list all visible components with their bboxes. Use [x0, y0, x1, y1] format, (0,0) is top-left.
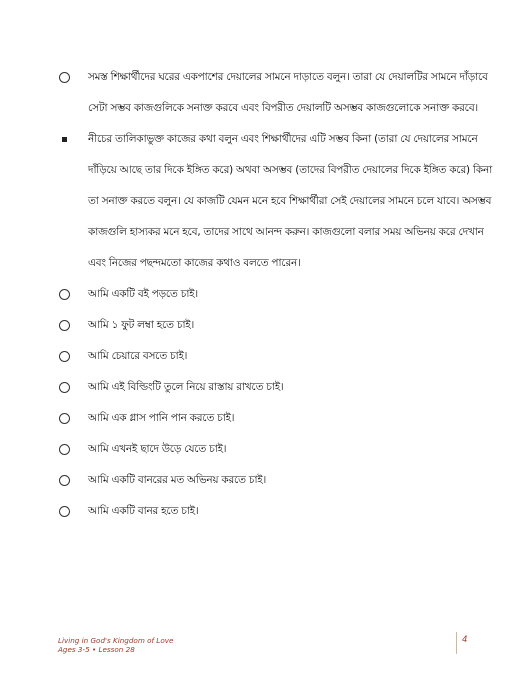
footer-title: Living in God's Kingdom of Love [58, 636, 174, 645]
circle-bullet-icon [59, 444, 70, 455]
circle-bullet-icon [59, 506, 70, 517]
list-item-text: আমি চেয়ারে বসতে চাই। [88, 350, 188, 362]
page-number: 4 [462, 635, 468, 645]
list-item [58, 341, 498, 372]
list-item [58, 124, 498, 279]
list-item-text: আমি এই বিল্ডিংটি তুলে নিয়ে রাস্তায় রাখতে চাই। [88, 381, 284, 393]
footer-subtitle: Ages 3-5 • Lesson 28 [58, 645, 135, 654]
footer-divider [456, 632, 457, 654]
list-item [58, 465, 498, 496]
square-bullet-icon [62, 137, 67, 142]
list-item-text: সমস্ত শিক্ষার্থীদের ঘরের একপাশের দেয়ালের সামনে দাড়াতে বলুন। তারা যে দেয়ালটির সামনে দাঁড়াবে সেটা সম্ভব কাজগুলিকে সনাক্ত করবে এবং বিপরীত দেয়ালটি অসম্ভব কাজগুলোকে সনাক্ত করবে। [88, 71, 488, 114]
circle-bullet-icon [59, 413, 70, 424]
list-item [58, 434, 498, 465]
list-item [58, 279, 498, 310]
list-item-text: আমি একটি বানর হতে চাই। [88, 505, 199, 517]
circle-bullet-icon [59, 72, 70, 83]
circle-bullet-icon [59, 475, 70, 486]
list-item [58, 372, 498, 403]
list-item-text: আমি এখনই ছাদে উড়ে যেতে চাই। [88, 443, 227, 455]
circle-bullet-icon [59, 382, 70, 393]
list-item [58, 310, 498, 341]
page-footer [58, 636, 173, 654]
list-item-text: আমি একটি বানরের মত অভিনয় করতে চাই। [88, 474, 266, 486]
lesson-content [58, 62, 498, 527]
list-item [58, 496, 498, 527]
list-item-text: আমি একটি বই পড়তে চাই। [88, 288, 198, 300]
list-item-text: নীচের তালিকাভুক্ত কাজের কথা বলুন এবং শিক্ষার্থীদের এটি সম্ভব কিনা (তারা যে দেয়ালের সামনে দাঁড়িয়ে আছে তার দিকে ইঙ্গিত করে) অথবা অসম্ভব (তাদের বিপরীত দেয়ালের দিকে ইঙ্গিত করে) কিনা তা সনাক্ত করতে বলুন। যে কাজটি যেমন মনে হবে শিক্ষার্থীরা সেই দেয়ালের সামনে চলে যাবে। অসম্ভব কাজগুলি হাস্যকর মনে হবে, তাদের সাথে আনন্দ করুন। কাজগুলো বলার সময় অভিনয় করে দেখান এবং নিজের পছন্দমতো কাজের কথাও বলতে পারেন। [88, 133, 493, 269]
circle-bullet-icon [59, 320, 70, 331]
list-item-text: আমি ১ ফুট লম্বা হতে চাই। [88, 319, 195, 331]
circle-bullet-icon [59, 351, 70, 362]
list-item [58, 403, 498, 434]
list-item [58, 62, 498, 124]
circle-bullet-icon [59, 289, 70, 300]
list-item-text: আমি এক গ্লাস পানি পান করতে চাই। [88, 412, 235, 424]
